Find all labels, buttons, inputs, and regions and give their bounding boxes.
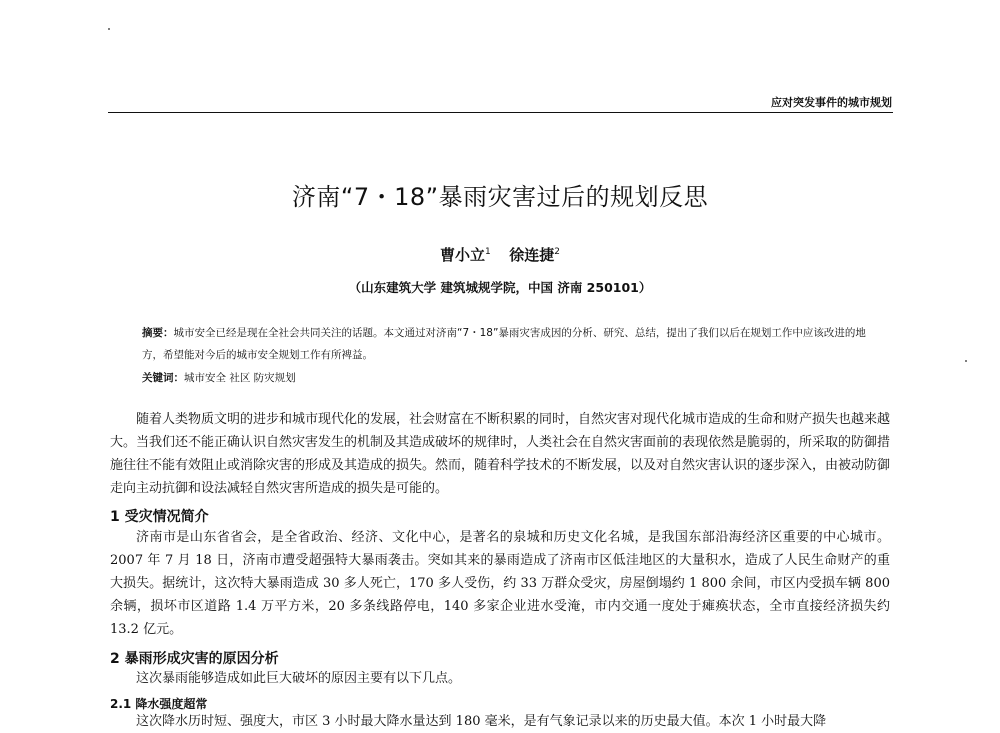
- author-name: 曹小立: [440, 246, 486, 264]
- section-paragraph: 济南市是山东省省会，是全省政治、经济、文化中心，是著名的泉城和历史文化名城，是我国东部沿海经济区重要的中心城市。2007 年 7 月 18 日，济南市遭受超强特大暴雨袭击。突如其来的暴雨造成了济南市区低洼地区的大量积水，造成了人民生命财产的重大损失。据统计，这次特大暴雨造成 30 多人死亡，170 多人受伤，约 33 万群众受灾，房屋倒塌约 1 800 余间，市区内受损车辆 800 余辆，损坏市区道路 1.4 万平方米，20 多条线路停电，140 多家企业进水受淹，市内交通一度处于瘫痪状态，全市直接经济损失约 13.2 亿元。: [110, 530, 890, 637]
- section-heading: 1 受灾情况简介: [110, 509, 209, 525]
- author-affiliation-mark: 2: [554, 247, 560, 257]
- subsection-heading: 2.1 降水强度超常: [110, 697, 208, 711]
- paper-title: 济南“7・18”暴雨灾害过后的规划反思: [291, 183, 709, 211]
- section-paragraph: 这次暴雨能够造成如此巨大破坏的原因主要有以下几点。: [136, 671, 462, 686]
- abstract-text: 城市安全已经是现在全社会共同关注的话题。本文通过对济南“7・18”暴雨灾害成因的分析、研究、总结，提出了我们以后在规划工作中应该改进的地方，希望能对今后的城市安全规划工作有所裨益。: [142, 327, 866, 361]
- intro-paragraph: 随着人类物质文明的进步和城市现代化的发展，社会财富在不断积累的同时，自然灾害对现代化城市造成的生命和财产损失也越来越大。当我们还不能正确认识自然灾害发生的机制及其造成破坏的规律时，人类社会在自然灾害面前的表现依然是脆弱的，所采取的防御措施往往不能有效阻止或消除灾害的形成及其造成的损失。然而，随着科学技术的不断发展，以及对自然灾害认识的逐步深入，由被动防御走向主动抗御和设法减轻自然灾害所造成的损失是可能的。: [110, 412, 891, 496]
- abstract-label: 摘要：: [142, 327, 174, 339]
- abstract: [142, 322, 882, 366]
- scan-speck: [108, 28, 110, 30]
- keywords: [142, 367, 882, 389]
- header-rule: [108, 112, 893, 113]
- section-heading: 2 暴雨形成灾害的原因分析: [110, 651, 279, 667]
- author-name: 徐连捷: [509, 246, 555, 264]
- keywords-text: 城市安全 社区 防灾规划: [184, 372, 296, 384]
- running-head: 应对突发事件的城市规划: [771, 96, 892, 109]
- keywords-label: 关键词：: [142, 372, 184, 384]
- section-paragraph: 这次降水历时短、强度大，市区 3 小时最大降水量达到 180 毫米，是有气象记录以来的历史最大值。本次 1 小时最大降: [136, 714, 827, 729]
- affiliation: （山东建筑大学 建筑城规学院，中国 济南 250101）: [348, 280, 652, 295]
- author-affiliation-mark: 1: [485, 247, 491, 257]
- author-line: [0, 244, 1000, 265]
- scan-speck: [965, 360, 967, 362]
